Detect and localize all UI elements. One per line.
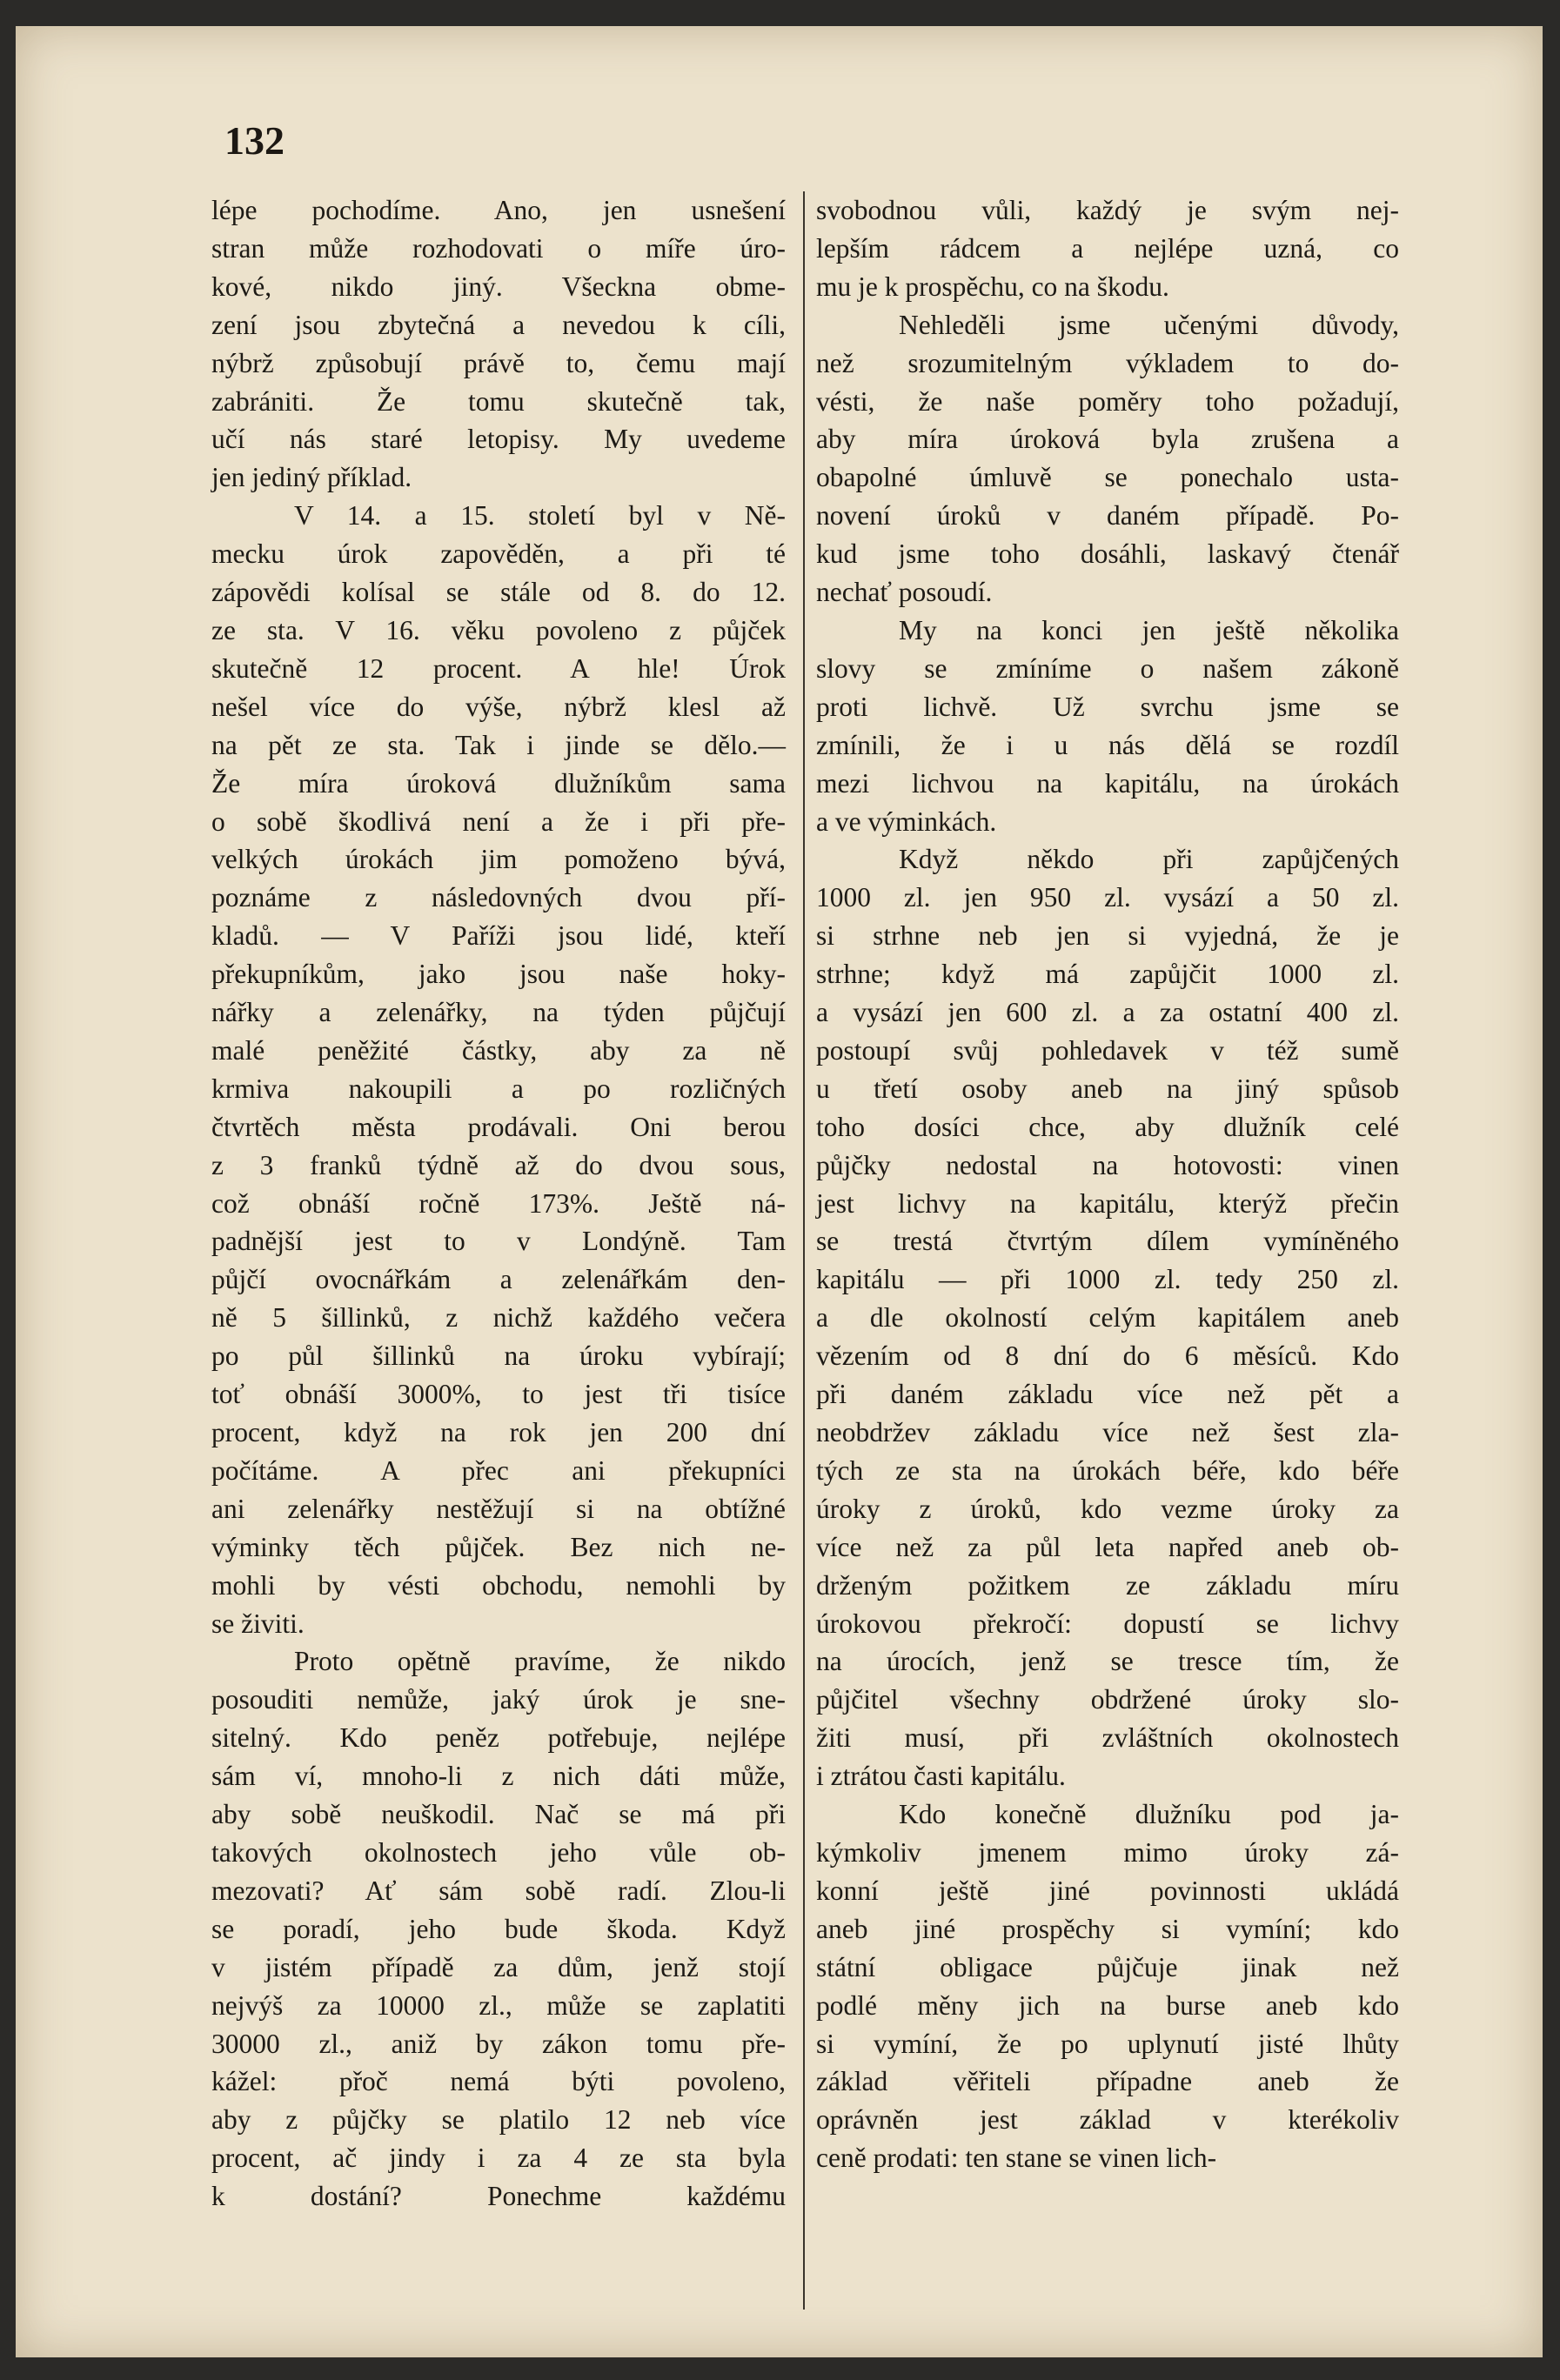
text-line: si vymíní, že po uplynutí jisté lhůty [816, 2028, 1399, 2059]
text-line: Že míra úroková dlužníkům sama [211, 767, 786, 799]
text-line: aby sobě neuškodil. Nač se má při [211, 1799, 786, 1830]
text-line: sám ví, mnoho-li z nich dáti může, [211, 1761, 786, 1792]
text-line: nechať posoudí. [816, 577, 993, 608]
text-line: kud jsme toho dosáhli, laskavý čtenář [816, 538, 1399, 570]
text-line: mezi lichvou na kapitálu, na úrokách [816, 767, 1399, 799]
text-line: státní obligace půjčuje jinak než [816, 1951, 1399, 1982]
text-line: základ věřiteli případne aneb že [816, 2066, 1399, 2097]
right-text-column [816, 191, 1399, 2177]
text-line: krmiva nakoupili a po rozličných [211, 1073, 786, 1104]
text-line: mohli by vésti obchodu, nemohli by [211, 1569, 786, 1601]
text-line: Když někdo při zapůjčených [899, 844, 1399, 875]
text-line: velkých úrokách jim pomoženo bývá, [211, 844, 786, 875]
text-line: se živiti. [211, 1608, 305, 1639]
book-page [16, 26, 1543, 2357]
page-number: 132 [224, 118, 285, 163]
text-line: nejvýš za 10000 zl., může se zaplatiti [211, 1989, 786, 2021]
text-line: se poradí, jeho bude škoda. Když [211, 1913, 786, 1944]
text-line: aby míra úroková byla zrušena a [816, 424, 1399, 455]
text-line: více než za půl leta napřed aneb ob- [816, 1531, 1399, 1562]
text-line: o sobě škodlivá není a že i při pře- [211, 806, 786, 837]
column-divider [803, 191, 805, 2310]
text-line: sitelný. Kdo peněz potřebuje, nejlépe [211, 1722, 786, 1754]
text-line: na úrocích, jenž se tresce tím, že [816, 1646, 1399, 1677]
text-line: při daném základu více než pět a [816, 1379, 1399, 1410]
text-line: procent, když na rok jen 200 dní [211, 1417, 786, 1447]
text-line: proti lichvě. Už svrchu jsme se [816, 691, 1399, 722]
text-line: učí nás staré letopisy. My uvedeme [211, 424, 786, 455]
text-line: vésti, že naše poměry toho požadují, [816, 385, 1399, 417]
text-line: toho dosíci chce, aby dlužník celé [816, 1111, 1399, 1142]
text-line: mu je k prospěchu, co na škodu. [816, 271, 1169, 302]
text-line: My na konci jen ještě několika [899, 614, 1399, 645]
text-line: ceně prodati: ten stane se vinen lich- [816, 2143, 1217, 2174]
text-line: drženým požitkem ze základu míru [816, 1569, 1399, 1601]
text-line: výminky těch půjček. Bez nich ne- [211, 1531, 786, 1562]
text-line: mezovati? Ať sám sobě radí. Zlou-li [211, 1875, 786, 1906]
text-line: a dle okolností celým kapitálem aneb [816, 1302, 1399, 1334]
text-line: padnější jest to v Londýně. Tam [211, 1226, 786, 1257]
text-line: zení jsou zbytečná a nevedou k cíli, [211, 309, 786, 340]
text-line: čtvrtěch města prodávali. Oni berou [211, 1111, 786, 1142]
text-line: lepším rádcem a nejlépe uzná, co [816, 232, 1399, 264]
text-line: na pět ze sta. Tak i jinde se dělo.— [211, 729, 786, 760]
text-line: postoupí svůj pohledavek v též sumě [816, 1034, 1399, 1066]
text-line: tých ze sta na úrokách béře, kdo béře [816, 1454, 1399, 1486]
text-line: kýmkoliv jmenem mimo úroky zá- [816, 1836, 1399, 1868]
text-line: strhne; když má zapůjčit 1000 zl. [816, 959, 1399, 990]
text-line: Proto opětně pravíme, že nikdo [294, 1646, 786, 1677]
text-line: nešel více do výše, nýbrž klesl až [211, 691, 786, 722]
text-line: toť obnáší 3000%, to jest tři tisíce [211, 1379, 786, 1410]
text-line: skutečně 12 procent. A hle! Úrok [211, 652, 786, 684]
text-line: se trestá čtvrtým dílem vymíněného [816, 1226, 1399, 1257]
text-line: i ztrátou časti kapitálu. [816, 1761, 1066, 1792]
text-line: zabrániti. Že tomu skutečně tak, [211, 385, 786, 417]
text-line: úroky z úroků, kdo vezme úroky za [816, 1493, 1399, 1524]
text-line: úrokovou překročí: dopustí se lichvy [816, 1608, 1399, 1639]
text-line: půjčky nedostal na hotovosti: vinen [816, 1149, 1399, 1180]
text-line: půjčitel všechny obdržené úroky slo- [816, 1684, 1399, 1715]
text-line: lépe pochodíme. Ano, jen usnešení [211, 195, 786, 225]
text-line: procent, ač jindy i za 4 ze sta byla [211, 2143, 786, 2174]
text-line: jest lichvy na kapitálu, kterýž přečin [816, 1187, 1399, 1219]
text-line: ze sta. V 16. věku povoleno z půjček [211, 614, 786, 645]
text-line: zmínili, že i u nás dělá se rozdíl [816, 729, 1399, 760]
text-line: kové, nikdo jiný. Všeckna obme- [211, 271, 786, 302]
text-line: nářky a zelenářky, na týden půjčují [211, 997, 786, 1028]
text-line: konní ještě jiné povinnosti ukládá [816, 1875, 1399, 1906]
text-line: jen jediný příklad. [211, 462, 412, 493]
left-text-column [211, 191, 786, 2216]
text-line: kapitálu — při 1000 zl. tedy 250 zl. [816, 1264, 1399, 1295]
text-line: nýbrž způsobují právě to, čemu mají [211, 347, 786, 378]
text-line: a ve výminkách. [816, 806, 997, 837]
text-line: obapolné úmluvě se ponechalo usta- [816, 462, 1399, 493]
text-line: mecku úrok zapověděn, a při té [211, 538, 786, 570]
text-line: žiti musí, při zvláštních okolnostech [816, 1722, 1399, 1754]
text-line: u třetí osoby aneb na jiný spůsob [816, 1073, 1399, 1104]
text-line: malé peněžité částky, aby za ně [211, 1034, 786, 1066]
text-line: aby z půjčky se platilo 12 neb více [211, 2104, 786, 2136]
text-line: posouditi nemůže, jaký úrok je sne- [211, 1684, 786, 1715]
text-line: a vysází jen 600 zl. a za ostatní 400 zl. [816, 997, 1399, 1028]
text-line: oprávněn jest základ v kterékoliv [816, 2104, 1399, 2136]
text-line: aneb jiné prospěchy si vymíní; kdo [816, 1913, 1399, 1944]
text-line: kladů. — V Paříži jsou lidé, kteří [211, 920, 786, 952]
text-line: z 3 franků týdně až do dvou sous, [211, 1149, 786, 1180]
text-line: v jistém případě za dům, jenž stojí [211, 1951, 786, 1982]
text-line: kážel: přoč nemá býti povoleno, [211, 2066, 786, 2097]
text-line: ani zelenářky nestěžují si na obtížné [211, 1493, 786, 1524]
text-line: překupníkům, jako jsou naše hoky- [211, 959, 786, 990]
text-line: V 14. a 15. století byl v Ně- [294, 500, 786, 531]
text-line: ně 5 šillinků, z nichž každého večera [211, 1302, 786, 1334]
text-line: 1000 zl. jen 950 zl. vysází a 50 zl. [816, 882, 1399, 913]
text-line: půjčí ovocnářkám a zelenářkám den- [211, 1264, 786, 1295]
text-line: slovy se zmíníme o našem zákoně [816, 652, 1399, 684]
text-line: Nehleděli jsme učenými důvody, [899, 309, 1399, 340]
text-line: k dostání? Ponechme každému [211, 2181, 786, 2212]
text-line: svobodnou vůli, každý je svým nej- [816, 195, 1399, 225]
text-line: 30000 zl., aniž by zákon tomu pře- [211, 2028, 786, 2059]
text-line: než srozumitelným výkladem to do- [816, 347, 1399, 378]
text-line: novení úroků v daném případě. Po- [816, 500, 1399, 531]
text-line: zápovědi kolísal se stále od 8. do 12. [211, 577, 786, 608]
text-line: stran může rozhodovati o míře úro- [211, 232, 786, 264]
text-line: poznáme z následovných dvou pří- [211, 882, 786, 913]
text-line: po půl šillinků na úroku vybírají; [211, 1340, 786, 1372]
text-line: takových okolnostech jeho vůle ob- [211, 1836, 786, 1868]
text-line: vězením od 8 dní do 6 měsíců. Kdo [816, 1340, 1399, 1372]
text-line: si strhne neb jen si vyjedná, že je [816, 920, 1399, 952]
text-line: neobdržev základu více než šest zla- [816, 1417, 1399, 1447]
text-line: což obnáší ročně 173%. Ještě ná- [211, 1187, 786, 1219]
text-line: počítáme. A přec ani překupníci [211, 1454, 786, 1486]
text-line: podlé měny jich na burse aneb kdo [816, 1989, 1399, 2021]
text-line: Kdo konečně dlužníku pod ja- [899, 1799, 1399, 1830]
